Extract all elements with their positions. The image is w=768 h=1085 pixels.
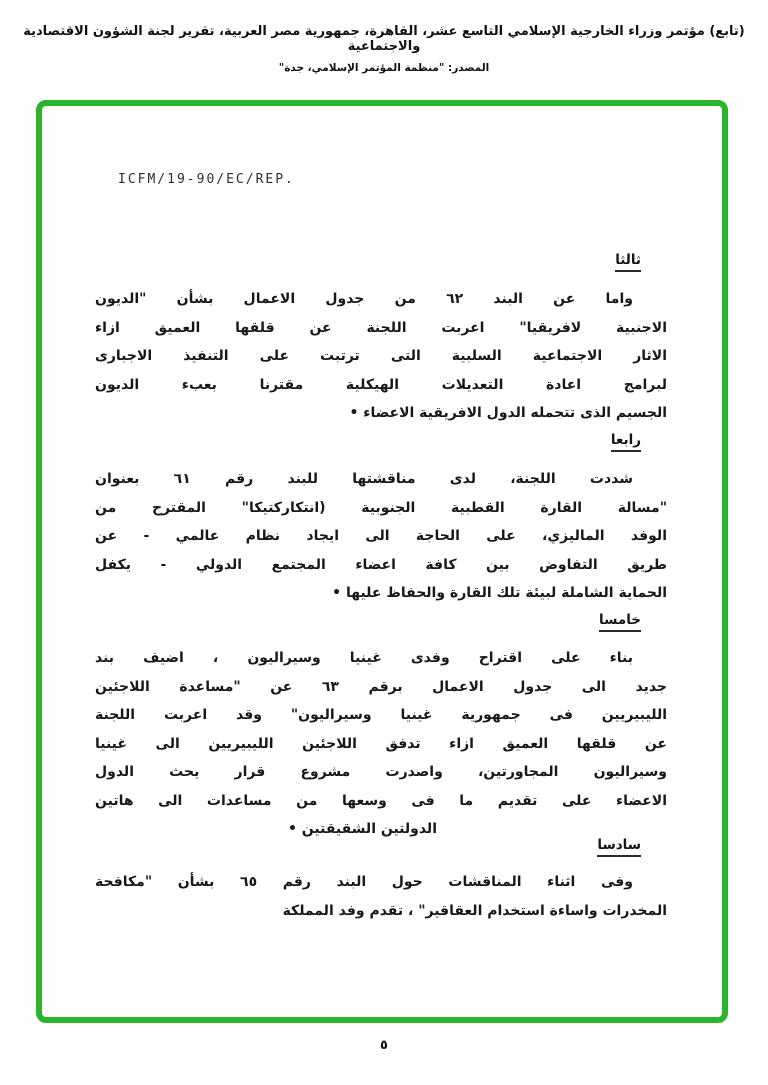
section-paragraph-fourth [95, 465, 667, 608]
text-line: عن قلقها العميق ازاء تدفق اللاجئين الليبيريين الى غينيا [95, 735, 667, 752]
document-green-frame [36, 100, 728, 1023]
section-heading-fifth-label: خامسا [599, 612, 641, 632]
text-line: الوفد الماليزي، على الحاجة الى ايجاد نظام عالمي - عن [95, 528, 667, 544]
text-line: بناء على اقتراح وفدى غينيا وسيراليون ، اضيف بند [95, 650, 633, 666]
text-line: "مسالة القارة القطبية الجنوبية (انتكاركتيكا" المقترح من [95, 499, 667, 516]
text-line: طريق التفاوض بين كافة اعضاء المجتمع الدولي - يكفل [95, 556, 667, 573]
document-reference-code: ICFM/19-90/EC/REP. [118, 172, 295, 187]
section-heading-third [615, 252, 641, 268]
text-line: المخدرات واساءة استخدام العقاقير" ، تقدم وفد المملكة [282, 902, 667, 919]
section-paragraph-sixth [95, 868, 667, 925]
page-header [20, 24, 748, 74]
section-heading-fourth-label: رابعا [611, 432, 641, 452]
text-line: الليبيريين فى جمهورية غينيا وسيراليون" وقد اعربت اللجنة [95, 707, 667, 723]
text-line: شددت اللجنة، لدى مناقشتها للبند رقم ٦١ بعنوان [95, 471, 633, 487]
text-line: الاعضاء على تقديم ما فى وسعها من مساعدات الى هاتين [95, 792, 667, 809]
text-line: جديد الى جدول الاعمال برقم ٦٣ عن "مساعدة اللاجئين [95, 678, 668, 695]
text-line: الجسيم الذى تتحمله الدول الافريقية الاعضاء • [349, 405, 667, 421]
section-heading-sixth [597, 837, 641, 853]
text-line: الاجنبية لافريقيا" اعربت اللجنة عن قلقها العميق ازاء [95, 319, 667, 336]
text-line: الاثار الاجتماعية السلبية التى ترتبت على التنفيذ الاجبارى [95, 348, 667, 364]
section-heading-fourth [611, 432, 641, 448]
text-line: الحماية الشاملة لبيئة تلك القارة والحفاظ عليها • [332, 585, 667, 601]
section-paragraph-fifth [95, 644, 667, 844]
header-title: (تابع) مؤتمر وزراء الخارجية الإسلامي التاسع عشر، القاهرة، جمهورية مصر العربية، تقرير لجنة الشؤون الاقتصادية والاجتماعية [23, 24, 745, 54]
text-line: وفى اثناء المناقشات حول البند رقم ٦٥ بشأن "مكافحة [95, 874, 633, 890]
text-line: وسيراليون المجاورتين، واصدرت مشروع قرار يحث الدول [95, 764, 667, 780]
section-heading-third-label: ثالثا [615, 252, 641, 272]
text-line: الدولتين الشقيقتين • [287, 821, 437, 837]
text-line: واما عن البند ٦٢ من جدول الاعمال بشأن "الديون [95, 291, 633, 307]
text-line: لبرامج اعادة التعديلات الهيكلية مقترنا بعبء الديون [95, 376, 667, 393]
section-heading-sixth-label: سادسا [597, 837, 641, 857]
section-heading-fifth [599, 612, 641, 628]
header-source-line: المصدر: "منظمة المؤتمر الإسلامي، جدة" [278, 62, 490, 74]
section-paragraph-third [95, 285, 667, 428]
page-number: ٥ [380, 1038, 388, 1053]
document-body [42, 106, 722, 1017]
